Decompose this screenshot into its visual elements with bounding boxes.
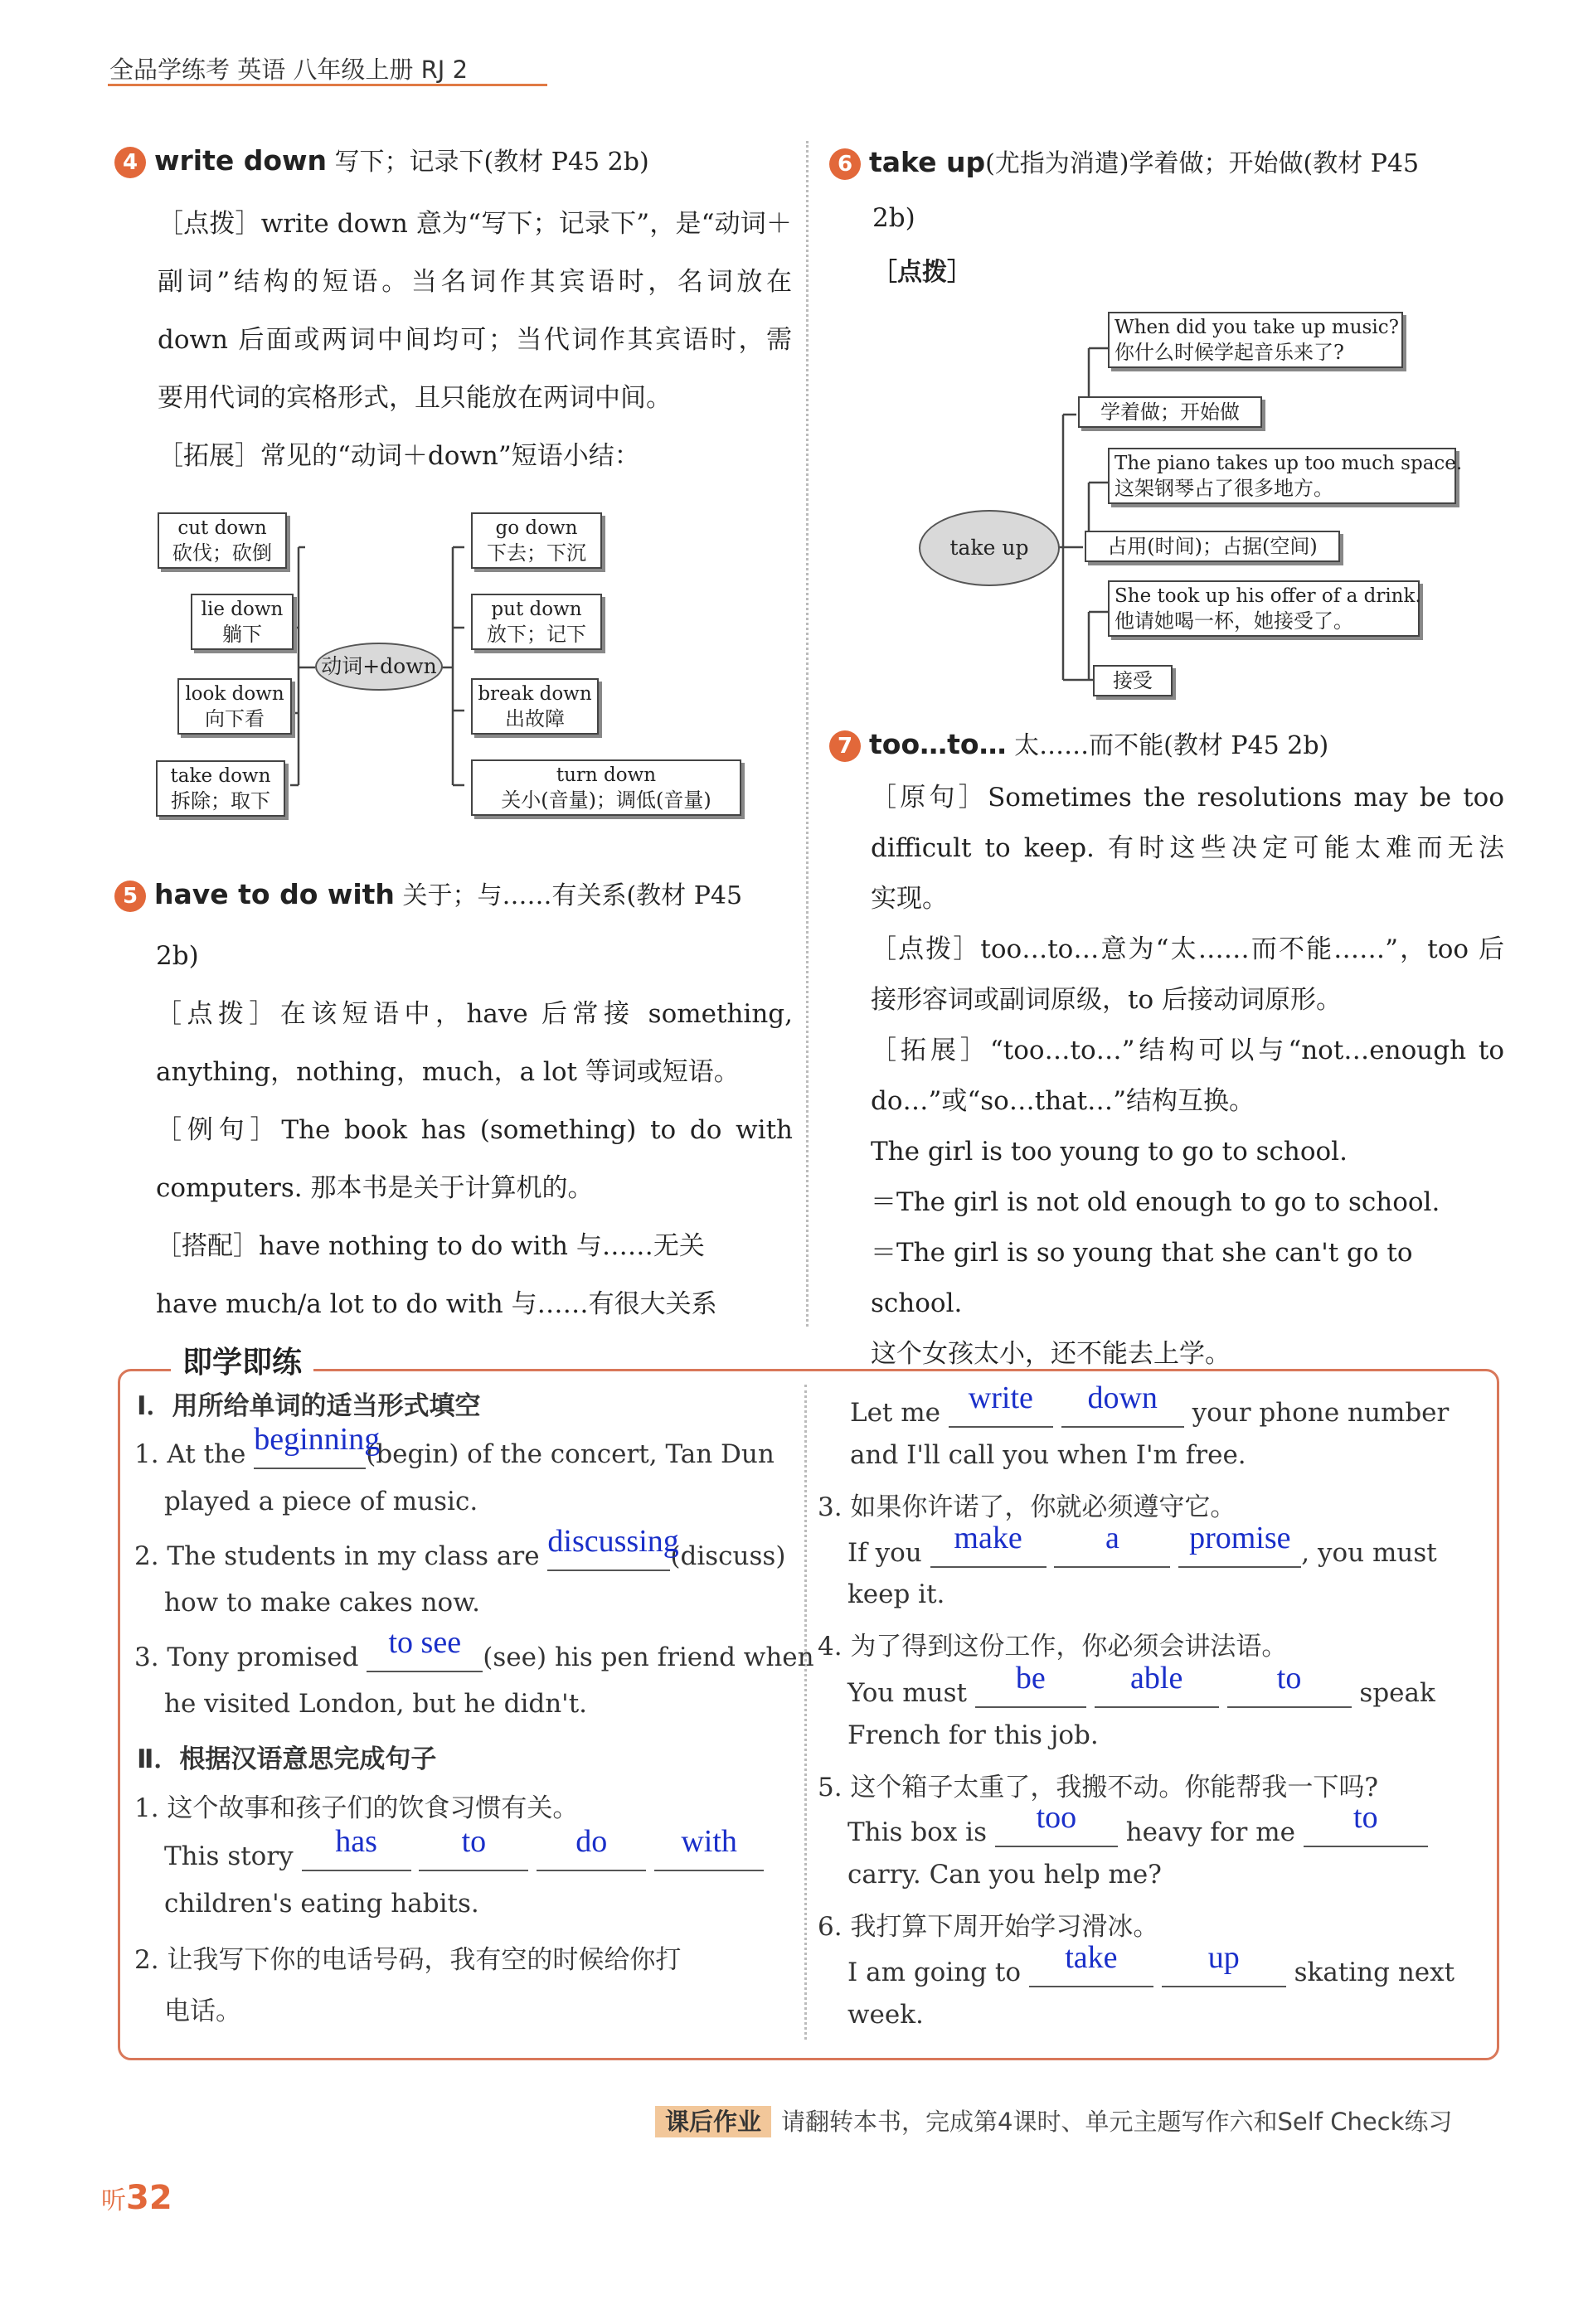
sentence-5-cn: 5. 这个箱子太重了，我搬不动。你能帮我一下吗?	[818, 1773, 1379, 1802]
entry-4-line-1: ［点拨］write down 意为“写下；记录下”，是“动词＋	[158, 209, 792, 239]
exercise-title: 即学即练	[171, 1339, 313, 1381]
section-heading-text: Ⅱ．根据汉语意思完成句子	[137, 1744, 437, 1774]
entry-number-badge: 7	[829, 730, 861, 762]
answer-text: too	[1036, 1800, 1077, 1835]
entry-phrase: write down	[154, 144, 327, 177]
mindmap-box-take-down	[156, 760, 285, 817]
box-en: lie down	[201, 599, 284, 620]
mindmap-box-lie-down	[191, 594, 294, 650]
answer-blank[interactable]	[419, 1824, 528, 1871]
entry-number-badge: 4	[114, 147, 146, 178]
box-en: take down	[170, 765, 271, 787]
answer-blank[interactable]	[547, 1524, 679, 1571]
sentence-5	[847, 1800, 1428, 1847]
question-2-cont: how to make cakes now.	[164, 1588, 480, 1618]
homework-label: 课后作业	[655, 2106, 771, 2137]
box-cn: 拆除；取下	[171, 789, 270, 813]
q-text: If you	[847, 1538, 922, 1568]
answer-blank[interactable]	[1162, 1940, 1286, 1987]
mindmap-box-put-down	[471, 594, 602, 650]
question-1	[134, 1422, 775, 1469]
entry-title-rest: 写下；记录下(教材 P45 2b)	[327, 148, 649, 177]
answer-text: has	[335, 1824, 377, 1859]
answer-text: do	[575, 1824, 608, 1859]
sentence-5-cont: carry. Can you help me?	[847, 1860, 1162, 1890]
answer-blank[interactable]	[1227, 1661, 1352, 1708]
entry-7-line-8: The girl is too young to go to school.	[871, 1137, 1348, 1167]
entry-5-title-cont: 2b)	[156, 941, 199, 971]
box-en: go down	[495, 517, 578, 539]
q-text: 3. Tony promised	[134, 1642, 359, 1672]
mindmap-box-cut-down	[158, 512, 287, 569]
box-en: cut down	[177, 517, 267, 539]
answer-text: write	[968, 1380, 1033, 1415]
section-2-heading	[137, 1738, 436, 1775]
entry-4-body	[158, 195, 792, 485]
entry-7-title	[829, 725, 1328, 762]
homework-text: 请翻转本书，完成第4课时、单元主题写作六和Self Check练习	[781, 2108, 1453, 2136]
box-cn: 接受	[1113, 669, 1153, 692]
q-text: , you must	[1301, 1538, 1437, 1568]
question-1-cont: played a piece of music.	[164, 1487, 478, 1516]
answer-blank[interactable]	[1061, 1380, 1184, 1428]
sentence-6	[847, 1940, 1455, 1987]
q-text: (see) his pen friend when	[483, 1642, 814, 1672]
sentence-3	[847, 1521, 1437, 1568]
q-text: I am going to	[847, 1958, 1022, 1987]
entry-6-title-cont: 2b)	[872, 203, 915, 233]
box-en: The piano takes up too much space.	[1115, 453, 1463, 474]
q-text: skating next	[1294, 1958, 1455, 1987]
box-en: look down	[185, 683, 284, 705]
box-cn: 下去；下沉	[487, 541, 586, 565]
down-mindmap-center: 动词+down	[315, 643, 443, 691]
box-cn: 放下；记下	[487, 623, 586, 646]
box-cn: 躺下	[222, 623, 262, 646]
answer-text: promise	[1189, 1521, 1291, 1555]
takeup-mindmap-center: take up	[919, 510, 1060, 586]
box-en: When did you take up music?	[1115, 317, 1399, 338]
q-text: You must	[847, 1678, 967, 1708]
entry-4-title	[114, 141, 649, 178]
answer-text: to	[1276, 1661, 1302, 1696]
entry-6-tag: ［点拨］	[872, 258, 972, 287]
entry-phrase: too…to…	[869, 728, 1007, 760]
q-text: This story	[164, 1841, 294, 1871]
mindmap-box-look-down	[177, 678, 292, 735]
takeup-example-1	[1108, 312, 1403, 368]
entry-title-rest: (尤指为消遣)学着做；开始做(教材 P45	[985, 149, 1420, 178]
running-header: 全品学练考 英语 八年级上册 RJ 2	[109, 56, 469, 84]
entry-number-badge: 5	[114, 881, 146, 912]
entry-7-line-4: ［点拨］too…to…意为“太……而不能……”，too 后	[871, 934, 1504, 964]
entry-5-line-6: have much/a lot to do with 与……有很大关系	[156, 1289, 717, 1319]
mindmap-box-go-down	[471, 512, 602, 569]
entry-5-body	[156, 927, 793, 1333]
entry-number-badge: 6	[829, 148, 861, 180]
q-text: (begin) of the concert, Tan Dun	[366, 1439, 775, 1469]
sentence-3-cont: keep it.	[847, 1579, 945, 1609]
q-text: speak	[1359, 1678, 1435, 1708]
answer-blank[interactable]	[537, 1824, 646, 1871]
q-text: 2. The students in my class are	[134, 1541, 540, 1571]
q-text: Let me	[850, 1398, 940, 1428]
answer-blank[interactable]	[949, 1380, 1053, 1428]
sentence-2-cont: and I'll call you when I'm free.	[850, 1440, 1246, 1470]
entry-6-body	[872, 191, 1511, 300]
sentence-2-cn-cont: 电话。	[164, 1997, 241, 2026]
answer-blank[interactable]	[654, 1824, 764, 1871]
box-cn: 这架钢琴占了很多地方。	[1115, 477, 1333, 500]
section-heading-text: Ⅰ．用所给单词的适当形式填空	[137, 1391, 481, 1421]
answer-blank[interactable]	[1095, 1661, 1219, 1708]
answer-text: beginning	[254, 1422, 381, 1457]
answer-blank[interactable]	[930, 1521, 1047, 1568]
answer-blank[interactable]	[254, 1422, 381, 1469]
answer-text: to	[461, 1824, 487, 1859]
sentence-3-cn: 3. 如果你许诺了，你就必须遵守它。	[818, 1492, 1236, 1522]
answer-text: a	[1105, 1521, 1119, 1555]
sentence-1	[164, 1824, 764, 1871]
answer-text: with	[681, 1824, 737, 1859]
entry-7-line-7: do…”或“so…that…”结构互换。	[871, 1086, 1255, 1116]
answer-blank[interactable]	[1178, 1521, 1301, 1568]
entry-7-line-9: ＝The girl is not old enough to go to school.	[871, 1187, 1440, 1217]
entry-4-line-3: down 后面或两词中间均可；当代词作其宾语时，需	[158, 325, 792, 355]
answer-text: discussing	[547, 1524, 679, 1559]
mindmap-box-break-down	[471, 678, 599, 735]
entry-7-line-11: 这个女孩太小，还不能去上学。	[871, 1339, 1231, 1369]
q-text: (discuss)	[670, 1541, 786, 1571]
answer-text: to see	[388, 1625, 462, 1660]
entry-5-line-3: ［例句］The book has (something) to do with	[156, 1115, 793, 1145]
question-3-cont: he visited London, but he didn't.	[164, 1689, 588, 1719]
entry-4-line-4: 要用代词的宾格形式，且只能放在两词中间。	[158, 383, 672, 413]
answer-text: able	[1130, 1661, 1183, 1696]
exercise-column-divider	[804, 1385, 807, 2040]
takeup-example-2	[1108, 448, 1463, 504]
box-cn: 占用(时间)；占据(空间)	[1107, 535, 1318, 558]
box-cn: 他请她喝一杯，她接受了。	[1115, 609, 1353, 633]
box-cn: 出故障	[505, 707, 565, 730]
entry-phrase: take up	[869, 146, 986, 178]
q-text: heavy for me	[1125, 1817, 1295, 1847]
sentence-4	[847, 1661, 1435, 1708]
box-cn: 砍伐；砍倒	[172, 541, 272, 565]
header-underline	[108, 84, 547, 86]
answer-blank[interactable]	[995, 1800, 1118, 1847]
entry-5-line-1: ［点拨］在该短语中，have 后常接 something,	[156, 999, 793, 1029]
entry-title-rest: 关于；与……有关系(教材 P45	[394, 881, 743, 910]
answer-text: to	[1353, 1800, 1378, 1835]
question-3	[134, 1625, 814, 1672]
section-1-heading	[137, 1385, 481, 1422]
takeup-meaning-3	[1093, 665, 1173, 696]
entry-5-line-2: anything，nothing，much，a lot 等词或短语。	[156, 1057, 740, 1087]
box-en: turn down	[556, 764, 657, 786]
homework-note	[655, 2103, 1452, 2137]
mindmap-box-turn-down	[471, 759, 741, 816]
takeup-meaning-2	[1085, 531, 1340, 562]
entry-6-title	[829, 143, 1419, 180]
box-cn: 学着做；开始做	[1100, 400, 1240, 424]
q-text: This box is	[847, 1817, 987, 1847]
answer-text: be	[1015, 1661, 1046, 1696]
answer-blank[interactable]	[302, 1824, 411, 1871]
q-text: your phone number	[1192, 1398, 1450, 1428]
answer-blank[interactable]	[975, 1661, 1086, 1708]
question-2	[134, 1524, 786, 1571]
sentence-1-cont: children's eating habits.	[164, 1889, 479, 1919]
box-cn: 向下看	[205, 707, 265, 730]
entry-7-line-10: ＝The girl is so young that she can't go to school.	[871, 1238, 1413, 1318]
page-prefix: 听	[101, 2186, 126, 2215]
entry-4-line-5: ［拓展］常见的“动词＋down”短语小结：	[158, 441, 640, 471]
answer-blank[interactable]	[1029, 1940, 1153, 1987]
sentence-1-cn: 1. 这个故事和孩子们的饮食习惯有关。	[134, 1793, 579, 1823]
entry-5-line-5: ［搭配］have nothing to do with 与……无关	[156, 1231, 705, 1261]
answer-text: up	[1207, 1940, 1240, 1975]
box-cn: 关小(音量)；调低(音量)	[501, 788, 711, 812]
takeup-meaning-1	[1078, 396, 1262, 428]
q-text: 1. At the	[134, 1439, 246, 1469]
answer-text: take	[1065, 1940, 1118, 1975]
entry-7-line-1: ［原句］Sometimes the resolutions may be too	[871, 783, 1504, 813]
entry-phrase: have to do with	[154, 878, 395, 910]
sentence-4-cont: French for this job.	[847, 1720, 1099, 1750]
page-number-value: 32	[126, 2179, 172, 2217]
entry-7-line-6: ［拓展］“too…to…”结构可以与“not…enough to	[871, 1036, 1504, 1065]
answer-blank[interactable]	[1054, 1521, 1170, 1568]
answer-text: down	[1087, 1380, 1158, 1415]
column-divider	[806, 141, 809, 1327]
entry-5-title	[114, 875, 742, 912]
answer-text: make	[954, 1521, 1022, 1555]
answer-blank[interactable]	[367, 1625, 483, 1672]
entry-7-line-2: difficult to keep. 有时这些决定可能太难而无法	[871, 833, 1504, 863]
entry-5-line-4: computers. 那本书是关于计算机的。	[156, 1173, 594, 1203]
sentence-4-cn: 4. 为了得到这份工作，你必须会讲法语。	[818, 1632, 1288, 1662]
sentence-6-cn: 6. 我打算下周开始学习滑冰。	[818, 1912, 1159, 1942]
box-en: She took up his offer of a drink.	[1115, 585, 1421, 607]
entry-title-rest: 太……而不能(教材 P45 2b)	[1006, 731, 1329, 760]
box-cn: 你什么时候学起音乐来了?	[1115, 341, 1344, 364]
box-en: break down	[478, 683, 592, 705]
sentence-2-cn: 2. 让我写下你的电话号码，我有空的时候给你打	[134, 1945, 682, 1975]
entry-7-line-5: 接形容词或副词原级，to 后接动词原形。	[871, 985, 1342, 1015]
entry-4-line-2: 副词”结构的短语。当名词作其宾语时，名词放在	[158, 267, 792, 297]
entry-7-body	[871, 773, 1504, 1380]
takeup-example-3	[1108, 580, 1420, 637]
page-number	[101, 2179, 172, 2217]
box-en: put down	[491, 599, 582, 620]
sentence-2	[850, 1380, 1450, 1428]
sentence-6-cont: week.	[847, 2000, 924, 2030]
answer-blank[interactable]	[1304, 1800, 1428, 1847]
entry-7-line-3: 实现。	[871, 884, 948, 914]
